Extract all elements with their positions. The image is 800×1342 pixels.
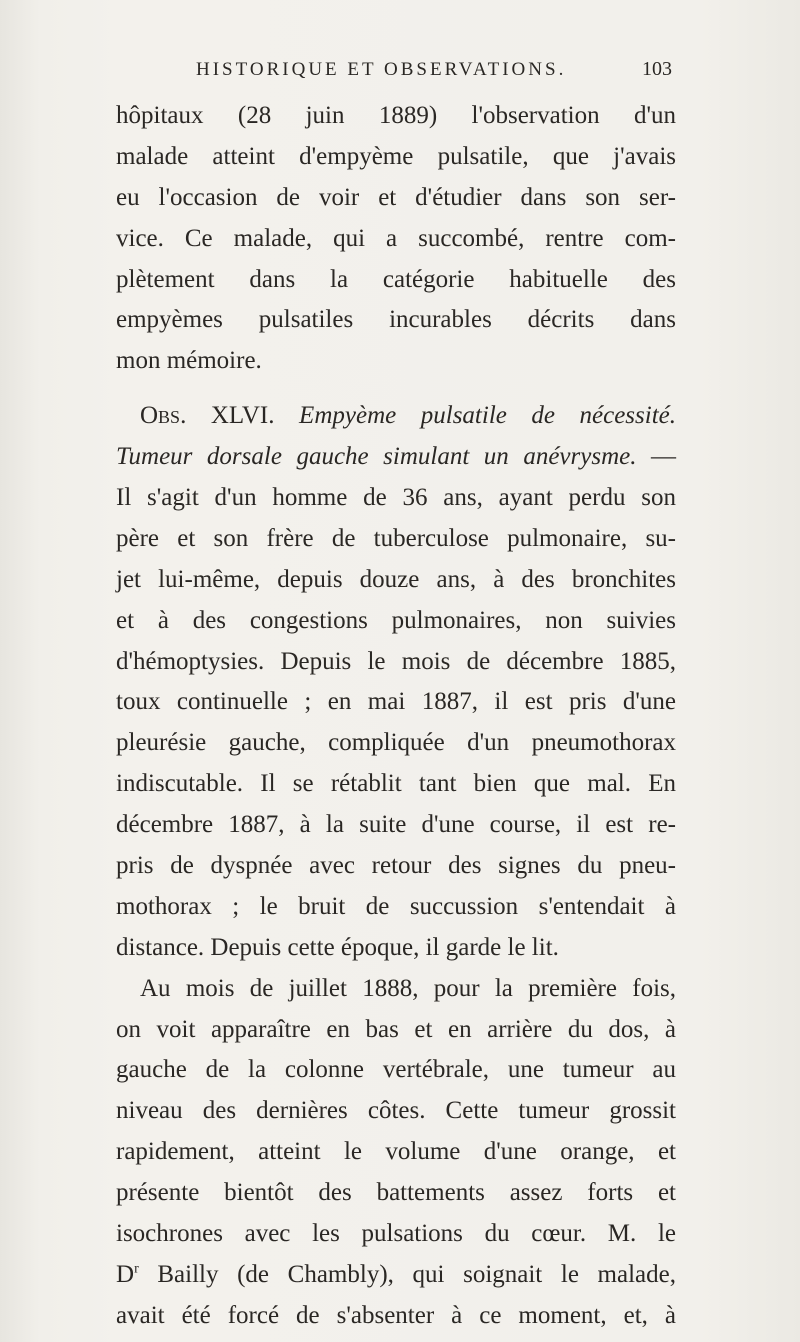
text-line: on voit apparaître en bas et en arrière du dos, à <box>116 1015 676 1043</box>
text-line: toux continuelle ; en mai 1887, il est pris d'une <box>116 688 676 716</box>
text-line: eu l'occasion de voir et d'étudier dans son ser- <box>116 183 676 211</box>
running-header <box>196 58 672 81</box>
observation-heading-continued <box>116 437 676 478</box>
text-line: présente bientôt des battements assez forts et <box>116 1179 676 1207</box>
text-line: isochrones avec les pulsations du cœur. M. le <box>116 1220 676 1248</box>
em-dash: — <box>636 443 676 471</box>
text-line: empyèmes pulsatiles incurables décrits dans <box>116 306 676 334</box>
text-line: pleurésie gauche, compliquée d'un pneumothorax <box>116 729 676 757</box>
text-line: décembre 1887, à la suite d'une course, il est re- <box>116 811 676 839</box>
text-line: indiscutable. Il se rétablit tant bien que mal. En <box>116 770 676 798</box>
text-line: jet lui-même, depuis douze ans, à des bronchites <box>116 565 676 593</box>
text-line: avait été forcé de s'absenter à ce moment, et, à <box>116 1301 676 1329</box>
observation-number: Obs. XLVI. <box>140 402 275 430</box>
text-line: d'hémoptysies. Depuis le mois de décembre 1885, <box>116 647 676 675</box>
text-line: pris de dyspnée avec retour des signes du pneu- <box>116 852 676 880</box>
doctor-abbrev: D <box>116 1260 135 1288</box>
text-line: Il s'agit d'un homme de 36 ans, ayant perdu son <box>116 484 676 512</box>
text-line: distance. Depuis cette époque, il garde le lit. <box>116 933 559 961</box>
text-line: Au mois de juillet 1888, pour la première fois, <box>140 974 676 1002</box>
text-line: malade atteint d'empyème pulsatile, que j'avais <box>116 142 676 170</box>
observation-subtitle: Tumeur dorsale gauche simulant un anévrysme. <box>116 443 637 471</box>
running-title: HISTORIQUE ET OBSERVATIONS. <box>196 59 567 80</box>
text-line: plètement dans la catégorie habituelle des <box>116 265 676 293</box>
text-line: père et son frère de tuberculose pulmonaire, su- <box>116 524 676 552</box>
text-line: et à des congestions pulmonaires, non suivies <box>116 606 676 634</box>
text-line-doctor <box>116 1255 676 1296</box>
doctor-abbrev-sup: r <box>134 1261 139 1277</box>
text-line: rapidement, atteint le volume d'une orange, et <box>116 1138 676 1166</box>
doctor-line-rest: Bailly (de Chambly), qui soignait le malade, <box>138 1260 676 1288</box>
text-line: niveau des dernières côtes. Cette tumeur grossit <box>116 1097 676 1125</box>
text-line: gauche de la colonne vertébrale, une tumeur au <box>116 1056 676 1084</box>
text-line: mothorax ; le bruit de succussion s'entendait à <box>116 892 676 920</box>
text-line: vice. Ce malade, qui a succombé, rentre com- <box>116 224 676 252</box>
observation-heading <box>116 396 676 437</box>
body-text <box>116 96 676 1337</box>
observation-title: Empyème pulsatile de nécessité. <box>299 402 676 430</box>
text-line: hôpitaux (28 juin 1889) l'observation d'un <box>116 102 676 129</box>
text-line: mon mémoire. <box>116 347 262 375</box>
page-number: 103 <box>642 58 672 80</box>
